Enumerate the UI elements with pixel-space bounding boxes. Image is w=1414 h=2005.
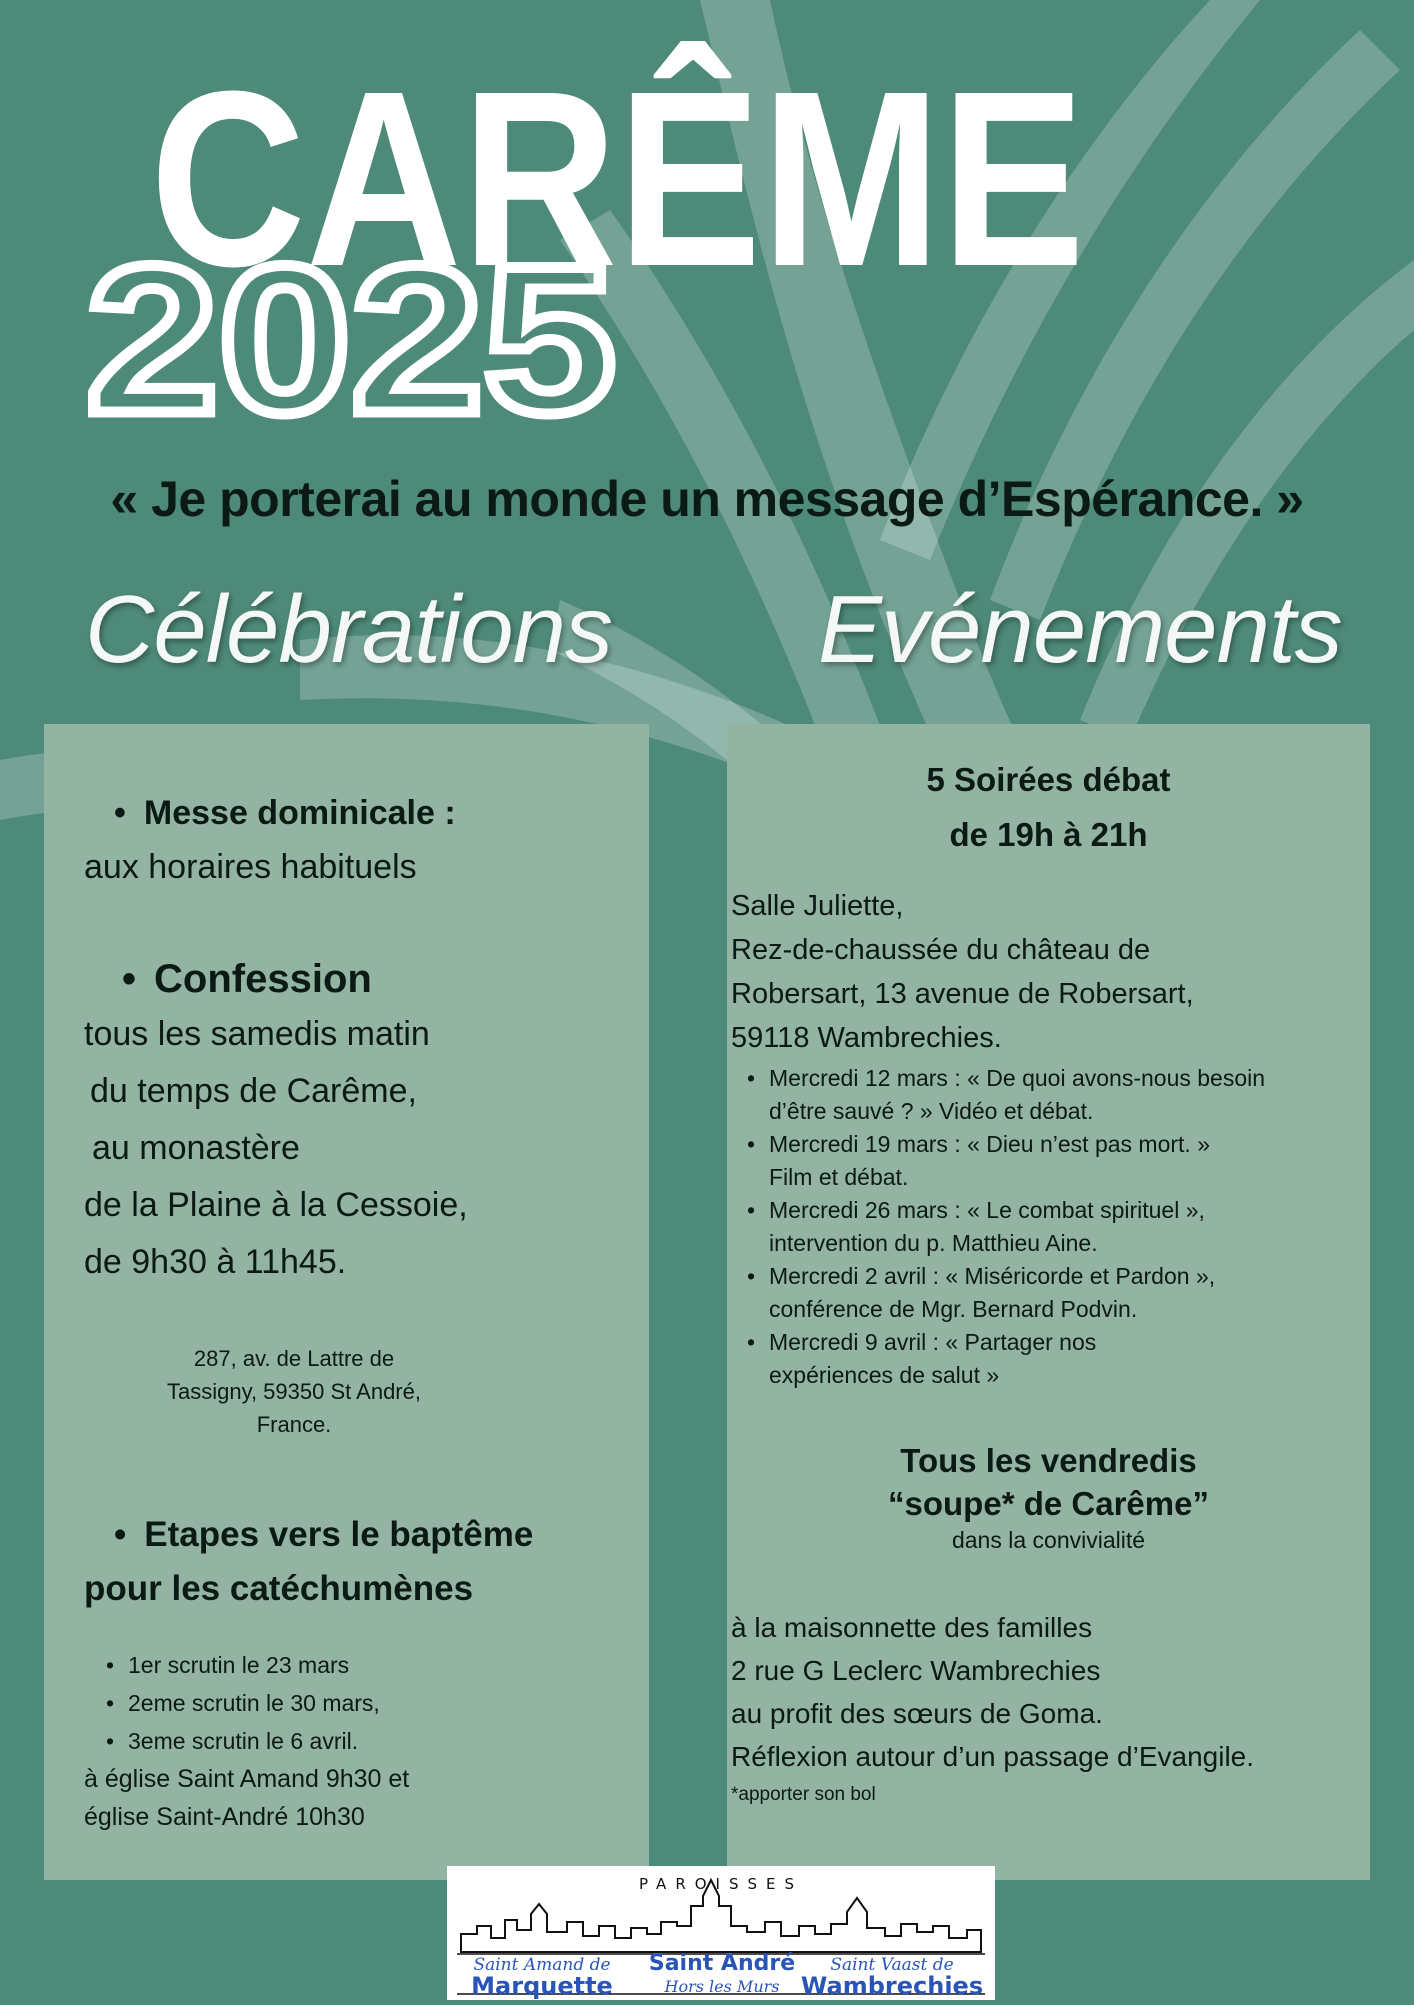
address-line-2: Tassigny, 59350 St André, <box>167 1379 421 1404</box>
messe-title: • Messe dominicale : <box>114 785 456 842</box>
soirees-time: de 19h à 21h <box>949 816 1148 853</box>
soupe-line-1: à la maisonnette des familles <box>731 1612 1093 1643</box>
logo-name-2: Marquette <box>471 1972 613 2000</box>
soupe-line-2: 2 rue G Leclerc Wambrechies <box>731 1655 1101 1686</box>
scrutin-item: • 2eme scrutin le 30 mars, <box>100 1684 600 1722</box>
soiree-item: • Mercredi 9 avril : « Partager nos expériences de salut » <box>741 1326 1361 1392</box>
soupe-note: *apporter son bol <box>731 1784 876 1805</box>
celebrations-panel <box>44 724 649 1880</box>
careme-title-text: CARÊME <box>150 40 1085 300</box>
logo-name-6: Wambrechies <box>800 1972 984 2000</box>
soupe-details <box>731 1606 1254 1778</box>
confession-line-2: du temps de Carême, <box>90 1072 417 1110</box>
year-title <box>80 232 640 432</box>
paroisses-logo <box>447 1866 995 2000</box>
monastere-address <box>144 1342 444 1441</box>
evenements-heading: Evénements <box>818 576 1342 683</box>
year-title-text: 2025 <box>86 232 616 432</box>
messe-text: aux horaires habituels <box>84 848 417 886</box>
address-line-3: France. <box>256 1412 332 1437</box>
soiree-item: • Mercredi 2 avril : « Miséricorde et Pardon », conférence de Mgr. Bernard Podvin. <box>741 1260 1361 1326</box>
bapteme-title: • Etapes vers le baptême <box>114 1506 533 1563</box>
soupe-line-4: Réflexion autour d’un passage d’Evangile. <box>731 1741 1255 1772</box>
evenements-panel <box>727 724 1370 1880</box>
scrutins-list <box>100 1646 600 1760</box>
salle-line-3: Robersart, 13 avenue de Robersart, <box>731 978 1194 1010</box>
soirees-title: 5 Soirées débat <box>926 761 1171 798</box>
confession-line-5: de 9h30 à 11h45. <box>84 1243 347 1281</box>
salle-line-1: Salle Juliette, <box>731 890 904 922</box>
soupe-subtitle: dans la convivialité <box>951 1527 1146 1553</box>
logo-name-1: Saint Amand de <box>473 1955 611 1975</box>
skyline-icon <box>447 1866 995 2000</box>
logo-name-5: Saint Vaast de <box>830 1955 954 1975</box>
celebrations-heading: Célébrations <box>85 576 612 683</box>
bapteme-lieu <box>84 1760 409 1836</box>
lieu-line-1: à église Saint Amand 9h30 et <box>84 1765 410 1793</box>
soiree-item: • Mercredi 19 mars : « Dieu n’est pas mort. » Film et débat. <box>741 1128 1361 1194</box>
address-line-1: 287, av. de Lattre de <box>193 1346 395 1371</box>
soiree-item: • Mercredi 12 mars : « De quoi avons-nous besoin d’être sauvé ? » Vidéo et débat. <box>741 1062 1361 1128</box>
soiree-item: • Mercredi 26 mars : « Le combat spirituel », intervention du p. Matthieu Aine. <box>741 1194 1361 1260</box>
confession-line-4: de la Plaine à la Cessoie, <box>84 1186 468 1224</box>
logo-name-3: Saint André <box>648 1951 796 1976</box>
scrutin-item: • 1er scrutin le 23 mars <box>100 1646 600 1684</box>
salle-line-2: Rez-de-chaussée du château de <box>731 934 1151 966</box>
soirees-heading <box>727 752 1370 862</box>
soirees-list <box>741 1062 1361 1392</box>
salle-address <box>731 884 1194 1060</box>
bapteme-subtitle: pour les catéchumènes <box>84 1569 474 1608</box>
confession-line-1: tous les samedis matin <box>84 1015 430 1053</box>
confession-line-3: au monastère <box>92 1129 300 1167</box>
soupe-title-2: “soupe* de Carême” <box>888 1485 1209 1522</box>
soupe-line-3: au profit des sœurs de Goma. <box>731 1698 1103 1729</box>
logo-name-4: Hors les Murs <box>664 1977 780 1996</box>
soupe-title-1: Tous les vendredis <box>900 1442 1197 1479</box>
scrutin-item: • 3eme scrutin le 6 avril. <box>100 1722 600 1760</box>
soupe-heading <box>727 1439 1370 1525</box>
quote: « Je porterai au monde un message d’Espérance. » <box>110 471 1304 527</box>
salle-line-4: 59118 Wambrechies. <box>731 1022 1002 1054</box>
confession-title: • Confession <box>122 950 372 1008</box>
lieu-line-2: église Saint-André 10h30 <box>84 1803 365 1831</box>
logo-header: PAROISSES <box>638 1875 804 1893</box>
